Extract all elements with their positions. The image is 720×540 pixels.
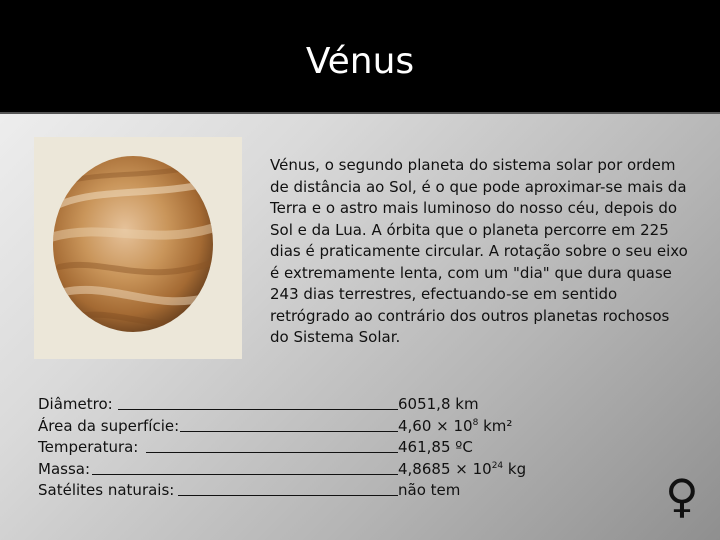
venus-description: Vénus, o segundo planeta do sistema solar por ordem de distância ao Sol, é o que pode aproximar-se mais da Terra e o astro mais luminoso do nosso céu, depois do Sol e da Lua. A órbita que o planeta percorre em 225 dias é praticamente circular. A rotação sobre o seu eixo é extremamente lenta, com um "dia" que dura quase 243 dias terrestres, efectuando-se em sentido retrógrado ao contrário dos outros planetas rochosos do Sistema Solar. (270, 156, 688, 346)
fact-label: Área da superfície: (38, 416, 180, 435)
title-bar (0, 0, 720, 112)
fact-natural-satellites (38, 480, 538, 502)
fact-value: não tem (398, 481, 461, 499)
title-divider (0, 112, 720, 114)
fact-value: 461,85 ºC (398, 438, 473, 456)
leader-line (118, 409, 398, 410)
fact-diameter (38, 394, 538, 416)
fact-value: $4,60 \times 10^8$ km² (398, 416, 513, 435)
fact-mass (38, 459, 538, 481)
fact-label: Satélites naturais: (38, 481, 175, 499)
fact-label: Temperatura: (38, 438, 139, 456)
venus-image (34, 137, 242, 359)
venus-symbol-icon: ♀ (665, 469, 699, 523)
fact-surface-area (38, 416, 538, 438)
facts-list (38, 394, 538, 502)
fact-label: Massa: (38, 459, 91, 478)
leader-line (92, 474, 398, 475)
venus-planet-icon (34, 137, 242, 359)
fact-value: 6051,8 km (398, 395, 479, 413)
slide-title: Vénus (305, 41, 415, 82)
leader-line (180, 431, 398, 432)
leader-line (146, 452, 398, 453)
fact-temperature (38, 437, 538, 459)
fact-value: $4,8685 \times 10^{24}$ kg (398, 459, 527, 478)
fact-label: Diâmetro: (38, 395, 113, 413)
leader-line (178, 495, 398, 496)
